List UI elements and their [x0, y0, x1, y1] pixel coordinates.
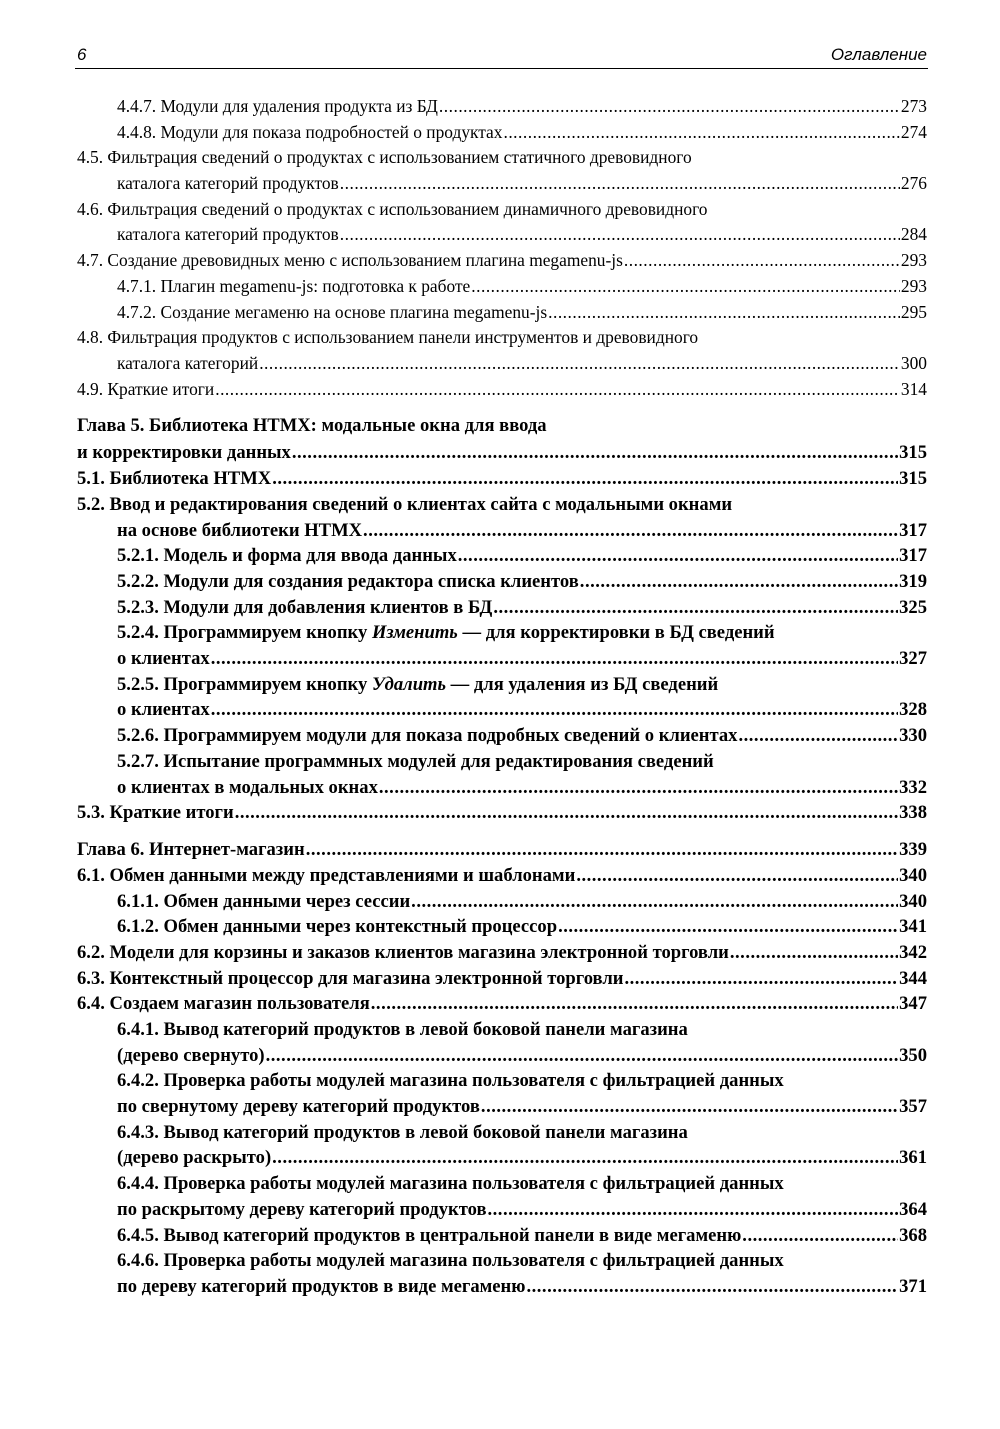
toc-page-number: 340	[899, 864, 927, 886]
toc-entry-line[interactable]	[77, 222, 927, 248]
toc-page-number: 273	[900, 96, 927, 116]
toc-entry-line[interactable]	[77, 1120, 927, 1146]
toc-page-number: 315	[899, 468, 927, 490]
toc-entry-line[interactable]	[77, 466, 927, 492]
leader-dots	[526, 1274, 898, 1300]
toc-page-number: 361	[899, 1147, 927, 1169]
toc-entry-text: 6.4. Создаем магазин пользователя	[77, 993, 370, 1015]
leader-dots	[215, 377, 900, 403]
leader-dots	[439, 94, 900, 120]
toc-page-number: 330	[899, 725, 927, 747]
toc-entry-text: 6.1.1. Обмен данными через сессии	[117, 890, 411, 912]
toc-entry-text: 4.4.7. Модули для удаления продукта из БД	[117, 96, 438, 116]
toc-entry-line[interactable]	[77, 697, 927, 723]
toc-entry-text: 6.4.3. Вывод категорий продуктов в левой боковой панели магазина	[117, 1121, 688, 1143]
toc-page-number: 327	[899, 648, 927, 670]
toc-entry-text: 5.3. Краткие итоги	[77, 802, 234, 824]
toc-entry-text: на основе библиотеки HTMX	[117, 519, 363, 541]
toc-page-number: 284	[900, 224, 927, 245]
toc-entry-line[interactable]	[77, 569, 927, 595]
toc-entry-line[interactable]	[77, 1043, 927, 1069]
toc-entry-text: 6.2. Модели для корзины и заказов клиентов магазина электронной торговли	[77, 941, 729, 963]
toc-entry-line[interactable]	[77, 646, 927, 672]
leader-dots	[503, 120, 899, 146]
leader-dots	[411, 889, 898, 915]
toc-entry-line[interactable]	[77, 351, 927, 377]
toc-page-number: 317	[899, 545, 927, 567]
toc-entry-line[interactable]	[77, 1094, 927, 1120]
toc-page-number: 371	[899, 1275, 927, 1297]
toc-entry-line[interactable]	[77, 889, 927, 915]
toc-entry-text: по дереву категорий продуктов в виде мегаменю	[117, 1275, 526, 1297]
toc-entry-text: по свернутому дереву категорий продуктов	[117, 1096, 480, 1118]
toc-entry-line[interactable]	[77, 325, 927, 351]
toc-entry-line[interactable]	[77, 543, 927, 569]
toc-entry-text: каталога категорий продуктов	[117, 173, 339, 194]
toc-entry-text: 5.2.7. Испытание программных модулей для редактирования сведений	[117, 750, 714, 772]
toc-entry-line[interactable]	[77, 145, 927, 171]
toc-page-number: 295	[900, 301, 927, 322]
toc-page-number: 276	[900, 173, 927, 194]
toc-entry-text: о клиентах	[117, 699, 210, 721]
leader-dots	[576, 863, 898, 889]
toc-entry-text: 5.2.4. Программируем кнопку Изменить — для корректировки в БД сведений	[117, 622, 775, 644]
leader-dots	[340, 171, 900, 197]
toc-entry-line[interactable]	[77, 1223, 927, 1249]
toc-entry-text: 6.4.5. Вывод категорий продуктов в центральной панели в виде мегаменю	[117, 1224, 742, 1246]
toc-page-number: 364	[899, 1198, 927, 1220]
toc-entry-line[interactable]	[77, 1017, 927, 1043]
toc-page-number: 350	[899, 1044, 927, 1066]
toc-entry-text: 6.4.6. Проверка работы модулей магазина пользователя с фильтрацией данных	[117, 1250, 784, 1272]
leader-dots	[458, 543, 898, 569]
toc-entry-line[interactable]	[77, 1197, 927, 1223]
toc-entry-line[interactable]	[77, 518, 927, 544]
toc-entry-text: 5.2.1. Модель и форма для ввода данных	[117, 545, 457, 567]
leader-dots	[558, 914, 898, 940]
toc-page-number: 293	[900, 275, 927, 296]
chapter-6-entries	[77, 863, 927, 1300]
toc-page-number: 357	[899, 1096, 927, 1118]
toc-page-number: 293	[900, 250, 927, 271]
toc-entry-line[interactable]	[77, 1145, 927, 1171]
leader-dots	[481, 1094, 898, 1120]
running-title: Оглавление	[830, 45, 927, 64]
toc-entry-text: о клиентах	[117, 648, 210, 670]
toc-entry-text: 4.6. Фильтрация сведений о продуктах с использованием динамичного древовидного	[77, 198, 708, 219]
toc-entry-line[interactable]	[77, 914, 927, 940]
leader-dots	[471, 274, 900, 300]
toc-entry-line[interactable]	[77, 274, 927, 300]
leader-dots	[488, 1197, 899, 1223]
leader-dots	[259, 351, 900, 377]
chapter-6-title[interactable]: Глава 6. Интернет-магазин ..... 339	[77, 836, 927, 863]
toc-entry-text: (дерево свернуто)	[117, 1044, 265, 1066]
toc-entry-text: 6.3. Контекстный процессор для магазина электронной торговли	[77, 967, 624, 989]
chapter-5-entries	[77, 466, 927, 826]
toc-page-number: 300	[900, 352, 927, 373]
toc-entry-text: 6.4.2. Проверка работы модулей магазина пользователя с фильтрацией данных	[117, 1070, 784, 1092]
toc-entry-text: 4.7.1. Плагин megamenu-js: подготовка к работе	[117, 275, 471, 296]
chapter-6-page: 339	[899, 838, 927, 860]
toc-page-number: 332	[899, 776, 927, 798]
leader-dots	[371, 991, 898, 1017]
toc-entry-text: 4.7. Создание древовидных меню с использованием плагина megamenu-js	[77, 250, 623, 271]
toc-entry-line[interactable]	[77, 1274, 927, 1300]
toc-entry-text: 4.9. Краткие итоги	[77, 378, 215, 399]
toc-page-number: 340	[899, 890, 927, 912]
toc-entry-text: 5.1. Библиотека HTMX	[77, 468, 272, 490]
toc-entry-line[interactable]	[77, 171, 927, 197]
toc-entry-line[interactable]	[77, 120, 927, 146]
leader-dots	[493, 595, 898, 621]
toc-entry-line[interactable]	[77, 94, 927, 120]
leader-dots	[580, 569, 898, 595]
toc-entry-text: 4.8. Фильтрация продуктов с использованием панели инструментов и древовидного	[77, 327, 699, 348]
toc-entry-text: 6.1.2. Обмен данными через контекстный процессор	[117, 916, 558, 938]
toc-entry-line[interactable]	[77, 800, 927, 826]
toc-entry-line[interactable]	[77, 248, 927, 274]
toc-entry-line[interactable]	[77, 1171, 927, 1197]
table-of-contents	[77, 94, 927, 1300]
leader-dots	[211, 697, 898, 723]
leader-dots	[624, 966, 898, 992]
toc-entry-text: 6.4.4. Проверка работы модулей магазина пользователя с фильтрацией данных	[117, 1173, 784, 1195]
chapter-5-title-line1[interactable]: Глава 5. Библиотека HTMX: модальные окна для ввода	[77, 415, 547, 437]
toc-entry-text: 4.5. Фильтрация сведений о продуктах с использованием статичного древовидного	[77, 147, 692, 168]
leader-dots	[266, 1043, 899, 1069]
toc-entry-text: 4.7.2. Создание мегаменю на основе плагина megamenu-js	[117, 301, 548, 322]
page-number: 6	[77, 45, 87, 64]
toc-entry-line[interactable]	[77, 991, 927, 1017]
toc-entry-text: 5.2.5. Программируем кнопку Удалить — для удаления из БД сведений	[117, 673, 719, 695]
toc-page-number: 319	[899, 571, 927, 592]
toc-entry-line[interactable]	[77, 1068, 927, 1094]
leader-dots	[730, 940, 898, 966]
toc-chapter4-tail	[77, 94, 927, 402]
toc-page-number: 274	[900, 121, 927, 142]
leader-dots	[742, 1223, 898, 1249]
leader-dots	[340, 222, 900, 248]
toc-chapter-6	[77, 836, 927, 1300]
toc-entry-line[interactable]	[77, 749, 927, 775]
toc-entry-line[interactable]	[77, 595, 927, 621]
toc-page-number: 342	[899, 941, 927, 963]
toc-entry-line[interactable]	[77, 492, 927, 518]
toc-page-number: 325	[899, 596, 927, 618]
toc-entry-text: 5.2.2. Модули для создания редактора списка клиентов	[117, 571, 579, 592]
toc-entry-line[interactable]	[77, 300, 927, 326]
toc-entry-text: каталога категорий	[117, 352, 259, 373]
leader-dots	[379, 775, 898, 801]
toc-entry-text: 6.1. Обмен данными между представлениями и шаблонами	[77, 864, 576, 886]
leader-dots	[624, 248, 900, 274]
toc-entry-text: 5.2. Ввод и редактирования сведений о клиентах сайта с модальными окнами	[77, 493, 733, 515]
toc-entry-line[interactable]	[77, 672, 927, 698]
toc-page-number: 338	[899, 802, 927, 824]
toc-entry-line[interactable]	[77, 723, 927, 749]
leader-dots	[363, 518, 898, 544]
toc-entry-line[interactable]	[77, 620, 927, 646]
toc-entry-text: 6.4.1. Вывод категорий продуктов в левой боковой панели магазина	[117, 1019, 688, 1040]
toc-entry-line[interactable]	[77, 940, 927, 966]
toc-page-number: 341	[899, 916, 927, 938]
toc-entry-text: 5.2.6. Программируем модули для показа подробных сведений о клиентах	[117, 725, 738, 747]
toc-page-number: 344	[899, 967, 927, 989]
leader-dots	[235, 800, 898, 826]
running-header	[75, 44, 928, 69]
toc-entry-text: 4.4.8. Модули для показа подробностей о продуктах	[117, 121, 503, 142]
leader-dots	[272, 466, 898, 492]
chapter-5-title-line2[interactable]: и корректировки данных ..... 315	[77, 439, 927, 466]
toc-entry-text: каталога категорий продуктов	[117, 224, 339, 245]
toc-entry-text: по раскрытому дереву категорий продуктов	[117, 1198, 487, 1220]
toc-page-number: 347	[899, 993, 927, 1015]
toc-chapter-5	[77, 412, 927, 826]
leader-dots	[738, 723, 898, 749]
toc-page-number: 368	[899, 1224, 927, 1246]
toc-entry-text: о клиентах в модальных окнах	[117, 776, 378, 798]
toc-page-number: 328	[899, 699, 927, 721]
toc-entry-line[interactable]	[77, 966, 927, 992]
toc-page-number: 317	[899, 519, 927, 541]
toc-entry-line[interactable]	[77, 377, 927, 403]
chapter-5-page: 315	[899, 442, 927, 464]
toc-page-number: 314	[900, 378, 927, 399]
leader-dots	[211, 646, 898, 672]
toc-entry-line[interactable]	[77, 197, 927, 223]
toc-entry-text: (дерево раскрыто)	[117, 1147, 272, 1169]
leader-dots	[548, 300, 900, 326]
toc-entry-text: 5.2.3. Модули для добавления клиентов в БД	[117, 596, 493, 618]
toc-entry-line[interactable]	[77, 1248, 927, 1274]
toc-entry-line[interactable]	[77, 863, 927, 889]
leader-dots	[272, 1145, 898, 1171]
toc-entry-line[interactable]	[77, 775, 927, 801]
